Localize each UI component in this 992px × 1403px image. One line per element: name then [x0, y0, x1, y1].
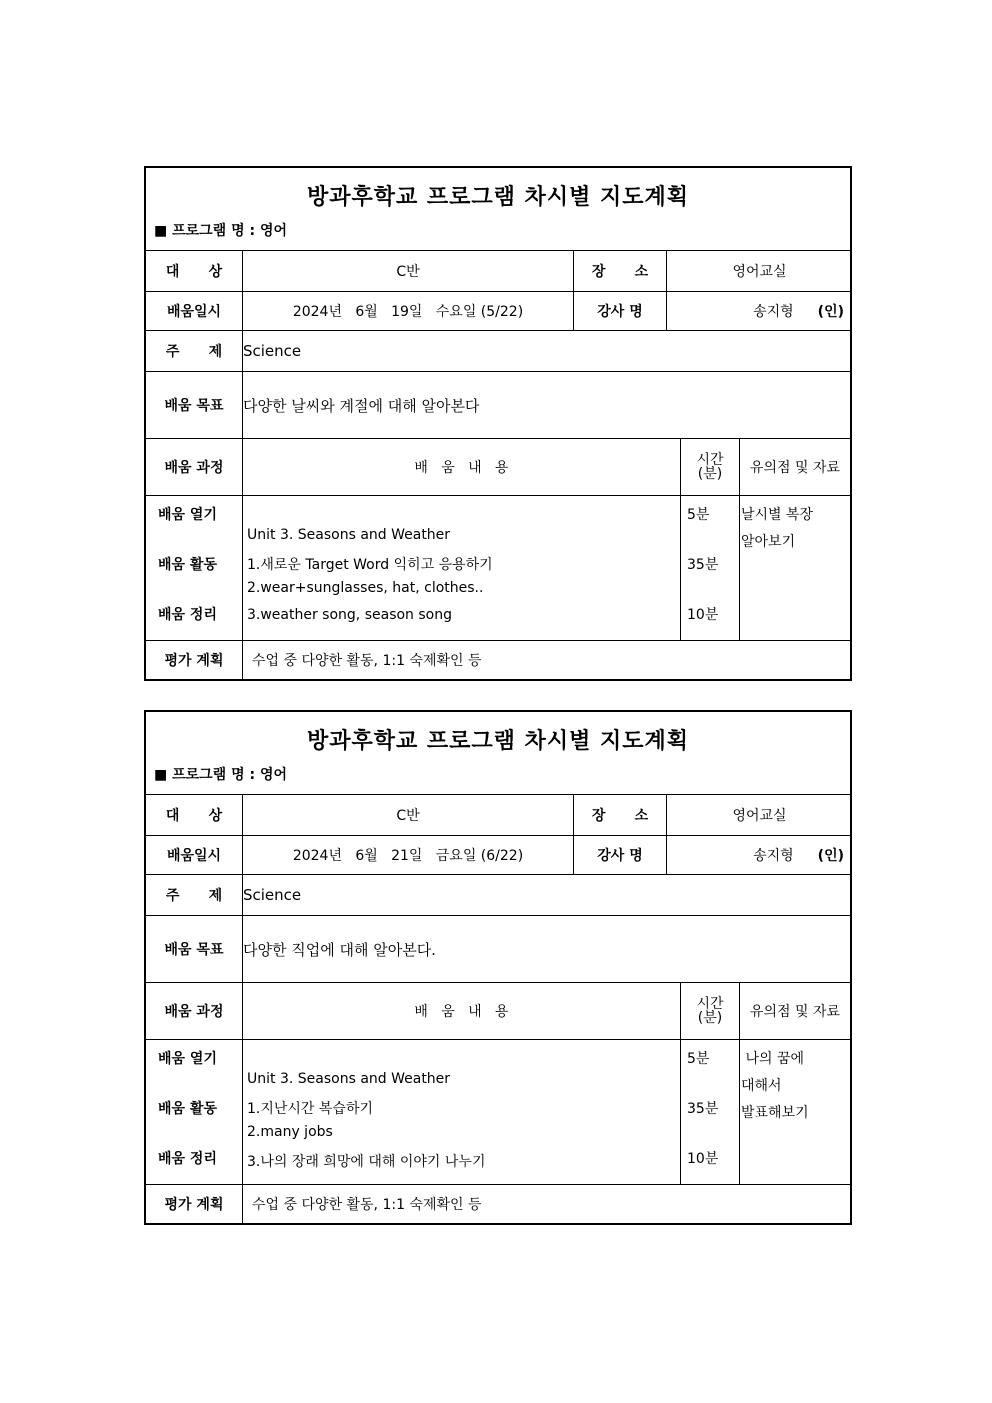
content-cell — [242, 1040, 680, 1184]
teacher-cell — [666, 836, 852, 874]
content-header: 배 움 내 용 — [242, 983, 680, 1039]
step-opening-label: 배움 열기 — [158, 507, 217, 523]
step-closing-label: 배움 정리 — [158, 1151, 217, 1167]
process-label: 배움 과정 — [164, 1004, 224, 1020]
process-header-row — [146, 983, 850, 1040]
date-label: 배움일시 — [166, 304, 222, 320]
evaluation-row — [146, 641, 850, 679]
time-header-bottom: (분) — [697, 466, 723, 482]
target-value: C반 — [242, 795, 573, 835]
teacher-cell — [666, 292, 852, 330]
notes-header: 유의점 및 자료 — [739, 439, 850, 495]
content-line: 2.many jobs — [247, 1124, 333, 1140]
goal-row — [146, 372, 850, 439]
time-header — [680, 983, 739, 1039]
target-label: 대 상 — [165, 264, 223, 280]
subject-label: 주 제 — [165, 344, 223, 360]
place-value: 영어교실 — [666, 795, 852, 835]
evaluation-label: 평가 계획 — [164, 653, 224, 669]
time-cell — [680, 1040, 739, 1184]
date-value: 2024년 6월 19일 수요일 (5/22) — [242, 292, 573, 330]
place-label: 장 소 — [573, 795, 666, 835]
process-label: 배움 과정 — [164, 460, 224, 476]
step-opening-time: 5분 — [687, 1051, 710, 1067]
notes-line: 발표해보기 — [741, 1105, 809, 1121]
subject-row — [146, 331, 850, 372]
teacher-value: 송지형 — [753, 304, 794, 320]
subject-label: 주 제 — [165, 888, 223, 904]
time-header-top: 시간 — [696, 996, 724, 1012]
content-line: Unit 3. Seasons and Weather — [247, 1071, 451, 1087]
process-row — [146, 496, 850, 641]
program-name: ■ 프로그램 명 : 영어 — [154, 767, 287, 783]
subject-value: Science — [242, 331, 850, 371]
place-label: 장 소 — [573, 251, 666, 291]
program-name: ■ 프로그램 명 : 영어 — [154, 223, 287, 239]
time-header-bottom: (분) — [697, 1010, 723, 1026]
step-closing-time: 10분 — [687, 1151, 719, 1167]
evaluation-label: 평가 계획 — [164, 1197, 224, 1213]
step-activity-label: 배움 활동 — [158, 557, 217, 573]
process-header-row — [146, 439, 850, 496]
date-value: 2024년 6월 21일 금요일 (6/22) — [242, 836, 573, 874]
subject-row — [146, 875, 850, 916]
time-cell — [680, 496, 739, 640]
subject-value: Science — [242, 875, 850, 915]
notes-cell — [739, 1040, 850, 1184]
evaluation-value: 수업 중 다양한 활동, 1:1 숙제확인 등 — [242, 641, 850, 679]
target-label: 대 상 — [165, 808, 223, 824]
goal-label: 배움 목표 — [164, 398, 224, 414]
teacher-seal: (인) — [817, 848, 844, 864]
step-activity-time: 35분 — [687, 557, 719, 573]
lesson-plan-2 — [144, 710, 852, 1225]
step-opening-label: 배움 열기 — [158, 1051, 217, 1067]
notes-header: 유의점 및 자료 — [739, 983, 850, 1039]
content-line: 2.wear+sunglasses, hat, clothes.. — [247, 580, 484, 596]
time-header-top: 시간 — [696, 452, 724, 468]
step-activity-label: 배움 활동 — [158, 1101, 217, 1117]
place-value: 영어교실 — [666, 251, 852, 291]
header-section — [146, 712, 850, 795]
step-activity-time: 35분 — [687, 1101, 719, 1117]
process-row — [146, 1040, 850, 1185]
content-line: 1.새로운 Target Word 익히고 응용하기 — [247, 557, 493, 573]
content-line: 3.weather song, season song — [247, 607, 452, 623]
process-steps — [146, 1040, 242, 1184]
document-title: 방과후학교 프로그램 차시별 지도계획 — [306, 728, 689, 754]
lesson-plan-1 — [144, 166, 852, 681]
evaluation-row — [146, 1185, 850, 1223]
content-line: 1.지난시간 복습하기 — [247, 1101, 373, 1117]
goal-value: 다양한 날씨와 계절에 대해 알아본다 — [242, 372, 850, 438]
date-teacher-row — [146, 836, 850, 875]
header-section — [146, 168, 850, 251]
content-line: 3.나의 장래 희망에 대해 이야기 나누기 — [247, 1154, 486, 1170]
notes-line: 나의 꿈에 — [741, 1051, 804, 1067]
notes-line: 알아보기 — [741, 534, 796, 550]
step-opening-time: 5분 — [687, 507, 710, 523]
teacher-label: 강사 명 — [573, 292, 666, 330]
goal-value: 다양한 직업에 대해 알아본다. — [242, 916, 850, 982]
date-label: 배움일시 — [166, 848, 222, 864]
content-header: 배 움 내 용 — [242, 439, 680, 495]
goal-row — [146, 916, 850, 983]
notes-cell — [739, 496, 850, 640]
document-title: 방과후학교 프로그램 차시별 지도계획 — [306, 184, 689, 210]
target-place-row — [146, 251, 850, 292]
teacher-value: 송지형 — [753, 848, 794, 864]
step-closing-label: 배움 정리 — [158, 607, 217, 623]
content-cell — [242, 496, 680, 640]
content-line: Unit 3. Seasons and Weather — [247, 527, 451, 543]
target-value: C반 — [242, 251, 573, 291]
goal-label: 배움 목표 — [164, 942, 224, 958]
teacher-seal: (인) — [817, 304, 844, 320]
target-place-row — [146, 795, 850, 836]
time-header — [680, 439, 739, 495]
teacher-label: 강사 명 — [573, 836, 666, 874]
evaluation-value: 수업 중 다양한 활동, 1:1 숙제확인 등 — [242, 1185, 850, 1223]
step-closing-time: 10분 — [687, 607, 719, 623]
date-teacher-row — [146, 292, 850, 331]
process-steps — [146, 496, 242, 640]
notes-line: 대해서 — [741, 1078, 782, 1094]
notes-line: 날시별 복장 — [741, 507, 814, 523]
